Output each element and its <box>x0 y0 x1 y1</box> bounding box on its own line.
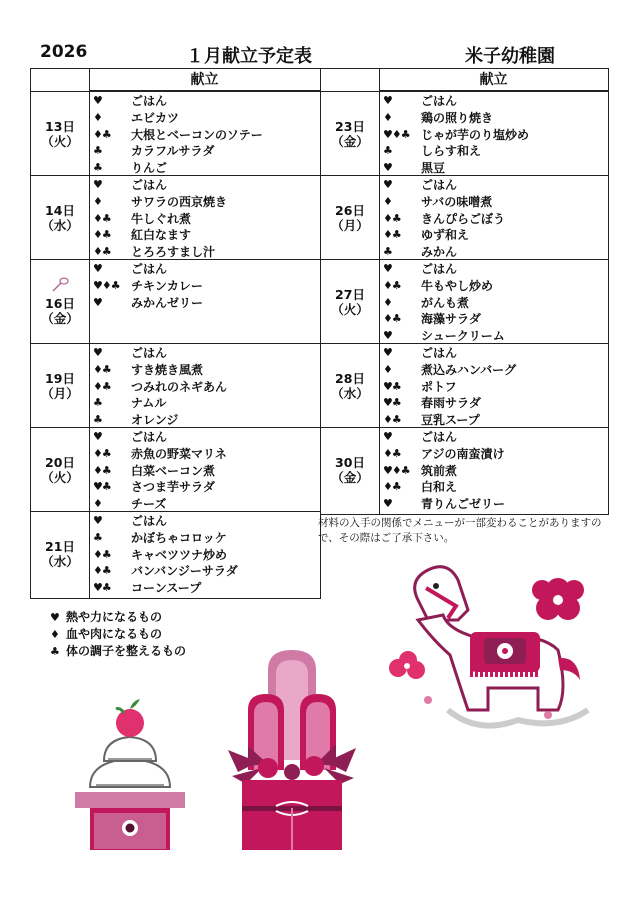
day-date: 14日 <box>45 202 75 218</box>
day-row <box>321 91 608 175</box>
nutrition-symbols: ♣ <box>383 245 392 259</box>
dish-name: ナムル <box>131 396 167 411</box>
column-header: 献立 <box>379 69 608 91</box>
nutrition-symbols: ♣ <box>93 144 102 158</box>
legend-item <box>50 643 186 660</box>
menu-item <box>89 278 320 295</box>
day-date: 26日 <box>335 202 365 218</box>
menu-item <box>379 446 608 463</box>
menu-table-left <box>30 68 321 599</box>
day-cell <box>31 176 89 259</box>
menu-item <box>379 93 608 110</box>
menu-items <box>379 261 608 345</box>
dish-name: とろろすまし汁 <box>131 245 216 260</box>
nutrition-symbols: ♦♣ <box>93 228 111 242</box>
dish-name: アジの南蛮漬け <box>421 446 505 461</box>
day-date: 27日 <box>335 286 365 302</box>
day-date: 16日 <box>45 296 75 311</box>
dish-name: 海藻サラダ <box>421 312 481 327</box>
day-cell <box>321 176 379 259</box>
nutrition-symbols: ♥♣ <box>383 379 401 393</box>
dish-name: ポトフ <box>421 379 457 394</box>
menu-item <box>89 110 320 127</box>
menu-item <box>89 345 320 362</box>
nutrition-symbols: ♥ <box>93 346 102 359</box>
menu-item <box>89 194 320 211</box>
dish-name: 黒豆 <box>421 161 446 176</box>
nutrition-symbols: ♦♣ <box>93 379 111 393</box>
dish-name: オレンジ <box>131 413 179 428</box>
nutrition-symbols: ♥ <box>383 497 392 511</box>
menu-items <box>89 177 320 261</box>
menu-item <box>379 379 608 396</box>
dish-name: 白和え <box>421 480 458 495</box>
dish-name: ごはん <box>421 262 458 276</box>
menu-items <box>89 261 320 311</box>
nutrition-symbols: ♥ <box>383 262 392 275</box>
column-header: 献立 <box>89 69 320 91</box>
day-date: 20日 <box>45 454 75 470</box>
day-row <box>31 91 320 175</box>
day-cell <box>31 344 89 427</box>
menu-item <box>89 429 320 446</box>
nutrition-symbols: ♥♣ <box>93 581 111 595</box>
nutrition-symbols: ♦♣ <box>93 564 111 578</box>
nutrition-symbols: ♥♦♣ <box>383 127 410 141</box>
dish-name: きんぴらごぼう <box>421 211 506 226</box>
nutrition-symbols: ♦♣ <box>383 228 401 242</box>
dish-name: りんご <box>131 161 168 176</box>
menu-item <box>379 261 608 278</box>
menu-item <box>89 211 320 228</box>
menu-item <box>379 177 608 194</box>
dish-name: すき焼き風煮 <box>131 362 204 377</box>
menu-item <box>89 143 320 160</box>
menu-table-right <box>320 68 609 515</box>
dish-name: 赤魚の野菜マリネ <box>131 446 227 461</box>
menu-items <box>89 345 320 429</box>
dish-name: ごはん <box>421 94 458 108</box>
menu-item <box>379 311 608 328</box>
dish-name: シュークリーム <box>421 329 505 344</box>
menu-item <box>89 463 320 480</box>
menu-item <box>379 110 608 127</box>
menu-items <box>379 177 608 261</box>
menu-item <box>379 211 608 228</box>
nutrition-symbols: ♣ <box>93 396 102 410</box>
day-date: 28日 <box>335 370 365 386</box>
dish-name: 牛しぐれ煮 <box>131 211 192 226</box>
nutrition-symbols: ♦ <box>383 194 392 208</box>
day-cell <box>321 344 379 427</box>
dish-name: ごはん <box>131 178 168 192</box>
menu-item <box>89 547 320 564</box>
dish-name: 鶏の照り焼き <box>421 110 494 125</box>
day-weekday: （火） <box>331 301 369 317</box>
day-weekday: （月） <box>331 217 369 233</box>
legend-symbol: ♣ <box>50 645 60 658</box>
day-cell <box>321 260 379 343</box>
menu-item <box>89 379 320 396</box>
dish-name: みかん <box>421 245 458 260</box>
nutrition-symbols: ♥ <box>93 514 102 527</box>
nutrition-symbols: ♥♦♣ <box>383 463 410 477</box>
day-date: 13日 <box>45 118 75 134</box>
page-title: １月献立予定表 <box>186 46 312 67</box>
menu-item <box>89 261 320 278</box>
day-weekday: （金） <box>331 133 369 149</box>
menu-item <box>89 227 320 244</box>
dish-name: カラフルサラダ <box>131 144 215 159</box>
nutrition-symbols: ♥ <box>93 430 102 443</box>
nutrition-symbols: ♥♣ <box>383 396 401 410</box>
day-date: 30日 <box>335 454 365 470</box>
dish-name: かぼちゃコロッケ <box>131 530 227 545</box>
menu-item <box>379 227 608 244</box>
menu-items <box>379 93 608 177</box>
dish-name: チーズ <box>131 497 167 512</box>
day-row <box>31 427 320 511</box>
nutrition-symbols: ♥ <box>93 94 102 107</box>
day-row <box>321 259 608 343</box>
dish-name: がんも煮 <box>421 295 470 310</box>
dish-name: 牛もやし炒め <box>421 278 494 293</box>
nutrition-symbols: ♦♣ <box>93 547 111 561</box>
day-weekday: （火） <box>41 469 79 485</box>
legend-text: 熱や力になるもの <box>66 610 163 624</box>
day-date: 21日 <box>45 538 75 554</box>
day-weekday: （金） <box>41 311 79 326</box>
nutrition-symbols: ♥ <box>93 178 102 191</box>
menu-item <box>89 295 320 312</box>
dish-name: 筑前煮 <box>421 463 458 478</box>
nutrition-symbols: ♦♣ <box>383 480 401 494</box>
dish-name: サワラの西京焼き <box>131 194 228 209</box>
nutrition-symbols: ♥ <box>383 178 392 191</box>
nutrition-symbols: ♣ <box>93 161 102 175</box>
day-row <box>321 175 608 259</box>
nutrition-symbols: ♥ <box>383 329 392 343</box>
menu-item <box>379 463 608 480</box>
nutrition-symbols: ♦♣ <box>93 245 111 259</box>
nutrition-symbols: ♣ <box>383 144 392 158</box>
nutrition-symbols: ♦ <box>383 110 392 124</box>
day-cell <box>31 512 89 595</box>
dish-name: ごはん <box>131 262 168 276</box>
dish-name: 青りんごゼリー <box>421 497 506 512</box>
dish-name: サバの味噌煮 <box>421 194 493 209</box>
dish-name: しらす和え <box>421 144 482 159</box>
dish-name: エビカツ <box>131 110 180 125</box>
dish-name: ごはん <box>421 346 458 360</box>
nutrition-symbols: ♥♣ <box>93 480 111 494</box>
year: 2026 <box>40 42 88 62</box>
dish-name: ごはん <box>131 514 168 528</box>
menu-item <box>379 496 608 513</box>
nutrition-symbols: ♦ <box>93 110 102 124</box>
day-row <box>321 343 608 427</box>
nutrition-symbols: ♣ <box>93 530 102 544</box>
day-row <box>31 511 320 595</box>
day-cell <box>321 92 379 175</box>
nutrition-symbols: ♦ <box>93 497 102 511</box>
menu-item <box>89 530 320 547</box>
legend <box>50 609 186 660</box>
nutrition-symbols: ♦ <box>383 362 392 376</box>
day-row <box>31 343 320 427</box>
menu-item <box>379 479 608 496</box>
menu-item <box>379 429 608 446</box>
nutrition-symbols: ♥♦♣ <box>93 278 120 292</box>
nutrition-symbols: ♦ <box>93 194 102 208</box>
menu-item <box>89 580 320 597</box>
nutrition-symbols: ♦♣ <box>93 463 111 477</box>
nutrition-symbols: ♥ <box>93 295 102 309</box>
menu-items <box>379 429 608 513</box>
day-weekday: （水） <box>41 217 79 233</box>
nutrition-symbols: ♦ <box>383 295 392 309</box>
day-row <box>31 259 320 343</box>
legend-item <box>50 609 186 626</box>
nutrition-symbols: ♦♣ <box>383 413 401 427</box>
legend-text: 血や肉になるもの <box>66 627 163 641</box>
dish-name: 紅白なます <box>131 228 192 243</box>
menu-item <box>89 395 320 412</box>
dish-name: チキンカレー <box>131 278 203 293</box>
day-row <box>31 175 320 259</box>
dish-name: ごはん <box>421 430 458 444</box>
nutrition-symbols: ♥ <box>383 430 392 443</box>
legend-text: 体の調子を整えるもの <box>66 644 187 658</box>
dish-name: ごはん <box>131 94 168 108</box>
kagami-mochi-illustration <box>70 695 190 855</box>
menu-item <box>379 278 608 295</box>
dish-name: キャベツツナ炒め <box>131 547 228 562</box>
dish-name: じゃが芋のり塩炒め <box>421 127 530 142</box>
nutrition-symbols: ♦♣ <box>93 446 111 460</box>
nutrition-symbols: ♣ <box>93 413 102 427</box>
menu-item <box>379 345 608 362</box>
dish-name: 煮込みハンバーグ <box>421 362 517 377</box>
day-cell <box>31 92 89 175</box>
legend-symbol: ♥ <box>50 611 60 624</box>
menu-item <box>89 563 320 580</box>
day-weekday: （火） <box>41 133 79 149</box>
dish-name: みかんゼリー <box>131 295 204 310</box>
menu-items <box>89 93 320 177</box>
nutrition-symbols: ♦♣ <box>93 127 111 141</box>
menu-items <box>379 345 608 429</box>
menu-item <box>379 143 608 160</box>
menu-item <box>89 513 320 530</box>
menu-items <box>89 429 320 513</box>
dish-name: ごはん <box>131 346 168 360</box>
dish-name: バンバンジーサラダ <box>131 564 238 579</box>
dish-name: つみれのネギあん <box>131 379 228 394</box>
nutrition-symbols: ♦♣ <box>383 446 401 460</box>
dish-name: さつま芋サラダ <box>131 480 215 495</box>
menu-item <box>89 362 320 379</box>
menu-item <box>89 177 320 194</box>
menu-item <box>89 127 320 144</box>
menu-item <box>89 93 320 110</box>
menu-item <box>379 194 608 211</box>
dish-name: ごはん <box>131 430 168 444</box>
menu-item <box>89 446 320 463</box>
legend-item <box>50 626 186 643</box>
day-weekday: （月） <box>41 385 79 401</box>
nutrition-symbols: ♥ <box>383 161 392 175</box>
dish-name: 豆乳スープ <box>421 413 480 428</box>
dish-name: 春雨サラダ <box>421 396 481 411</box>
nutrition-symbols: ♦♣ <box>93 211 111 225</box>
day-cell <box>31 260 89 343</box>
day-weekday: （水） <box>41 553 79 569</box>
legend-symbol: ♦ <box>50 628 60 641</box>
menu-item <box>89 479 320 496</box>
nutrition-symbols: ♥ <box>383 346 392 359</box>
day-weekday: （水） <box>331 385 369 401</box>
day-date: 19日 <box>45 370 75 386</box>
dish-name: コーンスープ <box>131 581 202 596</box>
menu-items <box>89 513 320 597</box>
day-row <box>321 427 608 511</box>
dish-name: 白菜ベーコン煮 <box>131 463 216 478</box>
horse-toy-illustration <box>388 560 628 740</box>
menu-item <box>379 362 608 379</box>
school-name: 米子幼稚園 <box>465 46 555 67</box>
nutrition-symbols: ♦♣ <box>383 278 401 292</box>
dish-name: ゆず和え <box>421 228 470 243</box>
dish-name: ごはん <box>421 178 458 192</box>
day-date: 23日 <box>335 118 365 134</box>
nutrition-symbols: ♦♣ <box>93 362 111 376</box>
nutrition-symbols: ♥ <box>93 262 102 275</box>
nutrition-symbols: ♦♣ <box>383 312 401 326</box>
menu-item <box>379 295 608 312</box>
menu-item <box>379 395 608 412</box>
notice-text: 材料の入手の関係でメニューが一部変わることがありますので、その際はご了承下さい。 <box>318 517 602 544</box>
kadomatsu-illustration <box>228 650 358 855</box>
dish-name: 大根とベーコンのソテー <box>131 127 263 142</box>
day-cell <box>31 428 89 511</box>
nutrition-symbols: ♦♣ <box>383 211 401 225</box>
menu-item <box>379 127 608 144</box>
spoon-icon <box>51 277 69 296</box>
day-weekday: （金） <box>331 469 369 485</box>
nutrition-symbols: ♥ <box>383 94 392 107</box>
day-cell <box>321 428 379 511</box>
